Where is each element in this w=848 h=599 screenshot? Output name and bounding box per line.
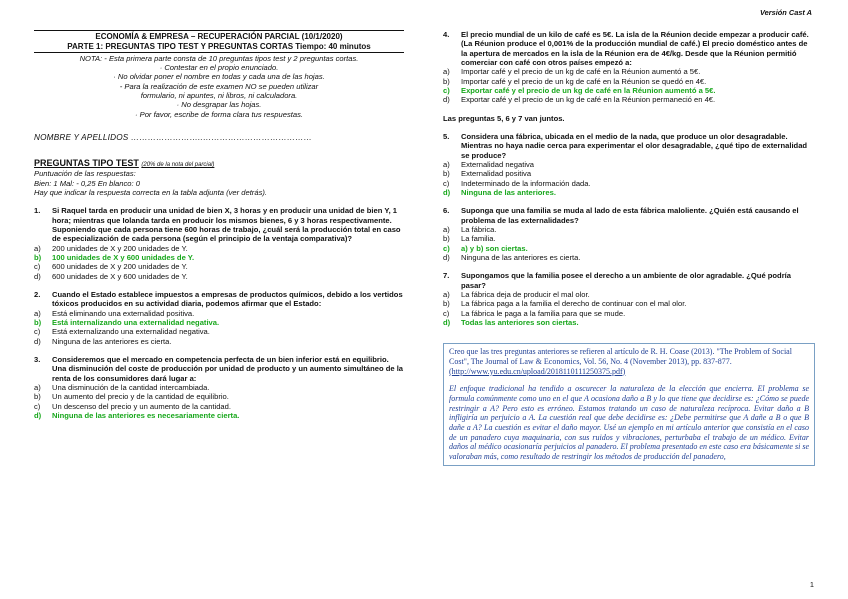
option-letter: c) [34, 262, 41, 272]
answer-option-correct[interactable] [34, 253, 404, 262]
option-letter: a) [443, 67, 450, 77]
question-stem [443, 132, 815, 160]
option-text: Importar café y el precio de un kg de café en la Réunion aumentó a 5€. [461, 67, 701, 77]
option-letter: b) [443, 234, 450, 244]
option-text: Un descenso del precio y un aumento de la cantidad. [52, 401, 231, 411]
joint-questions-note: Las preguntas 5, 6 y 7 van juntos. [443, 113, 565, 123]
question-text: Suponga que una familia se muda al lado de esta fábrica maloliente. ¿Quién está causando el problema de las externalidades? [461, 206, 799, 225]
option-text: Ninguna de las anteriores es cierta. [461, 252, 581, 262]
answer-option[interactable] [34, 244, 404, 253]
exam-notes [34, 54, 404, 119]
option-letter: d) [443, 252, 450, 262]
answer-option[interactable] [443, 225, 815, 234]
option-text: La fábrica. [461, 224, 497, 234]
note-line: · Contestar en el propio enunciado. [159, 62, 279, 72]
answer-option[interactable] [34, 383, 404, 392]
answer-option[interactable] [443, 67, 815, 76]
note-line: · No desgrapar las hojas. [176, 100, 262, 110]
answer-option[interactable] [443, 234, 815, 243]
answer-option-correct[interactable] [443, 244, 815, 253]
scoring-line: Bien: 1 Mal: - 0,25 En blanco: 0 [34, 178, 140, 188]
answer-option[interactable] [443, 160, 815, 169]
answer-option[interactable] [443, 253, 815, 262]
section-title-text: PREGUNTAS TIPO TEST [34, 158, 139, 169]
option-letter: a) [34, 382, 41, 392]
answer-option[interactable] [34, 327, 404, 336]
answer-option[interactable] [34, 392, 404, 401]
answer-option[interactable] [443, 169, 815, 178]
answer-option[interactable] [34, 309, 404, 318]
option-letter: c) [34, 401, 41, 411]
option-text: Externalidad positiva [461, 169, 532, 179]
option-letter: b) [443, 299, 450, 309]
question-text: Cuando el Estado establece impuestos a empresas de productos químicos, debido a los vertidos tóxicos producidos en su actividad diaria, podemos afirmar que el Estado: [52, 290, 403, 309]
option-letter: d) [443, 95, 450, 105]
question-text: El precio mundial de un kilo de café es 5€. La isla de la Réunion decide empezar a producir café. (La Réunion produce el 0,001% de la producción mundial de café.) El precio doméstico antes de la apertura de mercados en la isla de la Réunion era de 4€/kg. Desde que la Réunion permitió comerciar con café con otros países empezó a: [461, 30, 809, 67]
scoring-rules [34, 169, 404, 197]
answer-option[interactable] [443, 309, 815, 318]
question-number: 6. [443, 206, 450, 216]
option-text: 600 unidades de X y 600 unidades de Y. [52, 271, 188, 281]
exam-subtitle: PARTE 1: PREGUNTAS TIPO TEST Y PREGUNTAS CORTAS Tiempo: 40 minutos [67, 41, 371, 51]
note-line: - Para la realización de este examen NO se pueden utilizar [119, 81, 319, 91]
question [443, 206, 815, 262]
option-letter: a) [443, 224, 450, 234]
answer-option-correct[interactable] [443, 318, 815, 327]
answer-option-correct[interactable] [443, 188, 815, 197]
question-number: 2. [34, 290, 41, 300]
left-column [34, 30, 404, 420]
question-number: 4. [443, 30, 450, 39]
option-text: Ninguna de las anteriores. [461, 187, 556, 197]
question [443, 132, 815, 197]
option-letter: a) [34, 308, 41, 318]
question-stem [443, 30, 815, 67]
question [34, 290, 404, 346]
option-letter: d) [443, 187, 451, 197]
coase-quote-box [443, 343, 815, 465]
option-text: Está internalizando una externalidad negativa. [52, 318, 220, 327]
exam-header [34, 30, 404, 53]
question-number: 1. [34, 206, 41, 216]
option-text: La familia. [461, 234, 496, 244]
question-number: 5. [443, 131, 450, 141]
section-percentage: (20% de la nota del parcial) [141, 162, 215, 169]
answer-option[interactable] [443, 77, 815, 86]
answer-option-correct[interactable] [34, 318, 404, 327]
option-letter: a) [34, 243, 41, 253]
option-letter: d) [443, 317, 451, 327]
citation-link[interactable]: (http://www.yu.edu.cn/upload/2018110111250375.pdf) [449, 366, 626, 376]
question-number: 3. [34, 354, 41, 364]
note-line: formulario, ni apuntes, ni libros, ni calculadora. [140, 90, 298, 100]
option-letter: d) [34, 410, 42, 420]
question-stem [34, 355, 404, 383]
answer-option-correct[interactable] [443, 86, 815, 95]
quote-citation [449, 347, 809, 376]
option-text: Una disminución de la cantidad intercambiada. [52, 382, 210, 392]
option-text: Exportar café y el precio de un kg de café en la Réunion aumentó a 5€. [461, 85, 716, 95]
option-letter: b) [34, 318, 42, 327]
answer-option-correct[interactable] [34, 411, 404, 420]
option-text: La fábrica paga a la familia el derecho de continuar con el mal olor. [461, 299, 687, 309]
option-text: Ninguna de las anteriores es necesariamente cierta. [52, 410, 240, 420]
scoring-line: Hay que indicar la respuesta correcta en la tabla adjunta (ver detrás). [34, 188, 267, 198]
option-letter: d) [34, 336, 41, 346]
exam-title: ECONOMÍA & EMPRESA – RECUPERACIÓN PARCIAL (10/1/2020) [95, 32, 343, 41]
question-4 [443, 30, 815, 105]
option-text: Un aumento del precio y de la cantidad de equilibrio. [52, 392, 229, 402]
answer-option[interactable] [34, 272, 404, 281]
option-letter: c) [34, 327, 41, 337]
question-text: Si Raquel tarda en producir una unidad de bien X, 3 horas y en producir una unidad de bien Y, 1 hora; mientras que Iolanda tarda en producir los mismos bienes, 6 y 3 horas respectivamente. Suponiendo que cada persona tiene 600 horas de trabajo, ¿cuál será la producción total en caso de especialización de cada persona (según el principio de la ventaja comparativa)? [52, 206, 401, 244]
option-letter: c) [443, 178, 450, 188]
right-column [443, 30, 815, 466]
answer-option[interactable] [443, 95, 815, 104]
option-letter: b) [34, 253, 42, 263]
question-text: Considera una fábrica, ubicada en el medio de la nada, que produce un olor desagradable. Mientras no haya nadie cerca para experimentar el olor desagradable, ¿qué tipo de externalidad se produce? [461, 131, 808, 160]
question-stem [34, 290, 404, 309]
option-text: a) y b) son ciertas. [461, 243, 528, 253]
option-letter: c) [443, 85, 450, 95]
question [443, 30, 815, 105]
citation-text: Creo que las tres preguntas anteriores se refieren al artículo de R. H. Coase (2013). "The Problem of Social Cost", The Journal of Law & Economics, Vol. 56, No. 4 (November 2013), pp. 837-877. [449, 347, 792, 366]
question-stem [34, 206, 404, 243]
option-text: Externalidad negativa [461, 159, 535, 169]
option-letter: b) [443, 76, 450, 86]
option-text: Indeterminado de la información dada. [461, 178, 591, 188]
question-text: Supongamos que la familia posee el derecho a un ambiente de olor agradable. ¿Qué podría pasar? [461, 271, 791, 290]
left-question-list [34, 206, 404, 420]
question [443, 271, 815, 327]
question-stem [443, 271, 815, 290]
option-text: Ninguna de las anteriores es cierta. [52, 336, 172, 346]
note-line: NOTA: - Esta primera parte consta de 10 preguntas tipos test y 2 preguntas cortas. [79, 53, 359, 63]
option-text: 100 unidades de X y 600 unidades de Y. [52, 253, 195, 263]
right-question-list [443, 132, 815, 327]
section-title [34, 158, 404, 169]
option-text: La fábrica deja de producir el mal olor. [461, 289, 590, 299]
question [34, 206, 404, 281]
note-line: · No olvidar poner el nombre en todas y cada una de las hojas. [113, 72, 325, 82]
option-letter: b) [443, 169, 450, 179]
option-letter: a) [443, 289, 450, 299]
page-number: 1 [809, 579, 814, 589]
question-text: Consideremos que el mercado en competencia perfecta de un bien inferior está en equilibrio. Una disminución del coste de producción por unidad de producto y un aumento simultáneo de la renta de los consumidores dará lugar a: [52, 354, 404, 383]
option-letter: a) [443, 159, 450, 169]
option-text: Está externalizando una externalidad negativa. [52, 327, 210, 337]
option-text: Importar café y el precio de un kg de café en la Réunion se quedó en 4€. [461, 76, 707, 86]
option-text: Está eliminando una externalidad positiva. [52, 308, 195, 318]
question [34, 355, 404, 420]
answer-option[interactable] [443, 299, 815, 308]
answer-option[interactable] [443, 290, 815, 299]
answer-option[interactable] [34, 337, 404, 346]
answer-option[interactable] [34, 402, 404, 411]
answer-option[interactable] [34, 262, 404, 271]
option-text: Todas las anteriores son ciertas. [461, 317, 579, 327]
option-letter: d) [34, 271, 41, 281]
option-letter: c) [443, 243, 450, 253]
scoring-line: Puntuación de las respuestas: [34, 169, 136, 179]
version-label: Versión Cast A [759, 8, 812, 17]
option-letter: b) [34, 392, 41, 402]
note-line: · Por favor, escribe de forma clara tus respuestas. [135, 109, 303, 119]
answer-option[interactable] [443, 179, 815, 188]
option-text: La fábrica le paga a la familia para que se mude. [461, 308, 626, 318]
option-text: 600 unidades de X y 200 unidades de Y. [52, 262, 188, 272]
question-number: 7. [443, 271, 450, 281]
option-text: 200 unidades de X y 200 unidades de Y. [52, 243, 188, 253]
question-stem [443, 206, 815, 225]
student-name-line[interactable]: NOMBRE Y APELLIDOS ……………………..………………………………… [34, 133, 404, 144]
option-letter: c) [443, 308, 450, 318]
option-text: Exportar café y el precio de un kg de café en la Réunion permaneció en 4€. [461, 95, 716, 105]
quote-body: El enfoque tradicional ha tendido a oscurecer la naturaleza de la elección que encierra. El problema se formula comúnmente como uno en el que A ocasiona daño a B y lo que tiene que decidirse es: ¿Cómo se puede restringir a A? Pero esto es erróneo. Estamos tratando un caso de naturaleza recíproca. Evitar daño a B infligiría un perjuicio a A. La cuestión real que debe decidirse es: ¿Debe permitirse que A dañe a B o que B dañe a A? La cuestión es evitar el daño mayor. Usé un ejemplo en mi artículo anterior que consistía en el caso de un panadero cuya maquinaria, con sus ruidos y vibraciones, perturbaba el trabajo de un médico. Evitar daños al médico ocasionaría perjuicios al panadero. El problema presentado en este caso era básicamente si se valoraban más, como resultado de restringir los métodos de producción del panadero, [449, 384, 809, 461]
